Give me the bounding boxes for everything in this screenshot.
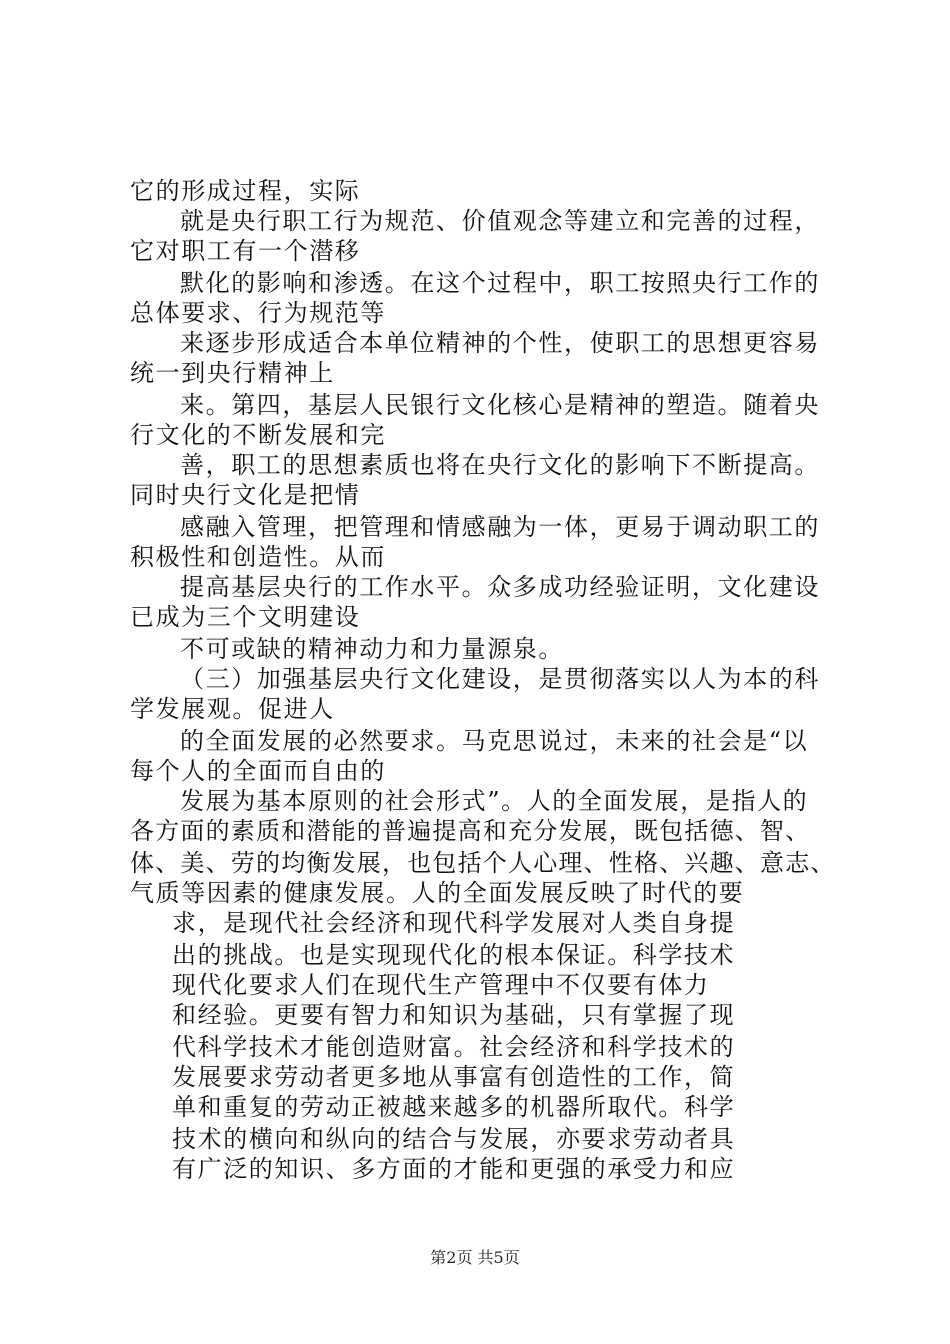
text-line: 行文化的不断发展和完 [130,421,386,449]
text-line: 总体要求、行为规范等 [130,299,386,327]
text-line: 现代化要求人们在现代生产管理中不仅要有体力 [172,971,710,999]
text-line: 感融入管理，把管理和情感融为一体，更易于调动职工的 [180,513,820,541]
text-line: （三）加强基层央行文化建设，是贯彻落实以人为本的科 [180,665,820,693]
text-line: 它的形成过程，实际 [130,177,361,205]
text-line: 它对职工有一个潜移 [130,237,361,265]
text-line: 单和重复的劳动正被越来越多的机器所取代。科学 [172,1093,736,1121]
text-line: 出的挑战。也是实现现代化的根本保证。科学技术 [172,941,736,969]
text-line: 的全面发展的必然要求。马克思说过，未来的社会是“以 [180,727,809,755]
text-line: 提高基层央行的工作水平。众多成功经验证明，文化建设 [180,573,820,601]
text-line: 发展要求劳动者更多地从事富有创造性的工作，简 [172,1063,736,1091]
text-line: 发展为基本原则的社会形式”。人的全面发展，是指人的 [180,787,809,815]
text-line: 学发展观。促进人 [130,695,335,723]
text-line: 技术的横向和纵向的结合与发展，亦要求劳动者具 [172,1125,736,1153]
text-line: 和经验。更要有智力和知识为基础，只有掌握了现 [172,1001,736,1029]
text-line: 各方面的素质和潜能的普遍提高和充分发展，既包括德、智、 [130,817,811,845]
text-line: 善，职工的思想素质也将在央行文化的影响下不断提高。 [180,451,820,479]
text-line: 来。第四，基层人民银行文化核心是精神的塑造。随着央 [180,391,820,419]
text-line: 积极性和创造性。从而 [130,543,386,571]
text-line: 来逐步形成适合本单位精神的个性，使职工的思想更容易 [180,329,820,357]
text-line: 每个人的全面而自由的 [130,757,386,785]
text-line: 有广泛的知识、多方面的才能和更强的承受力和应 [172,1155,736,1183]
text-line: 求，是现代社会经济和现代科学发展对人类自身提 [172,909,736,937]
text-line: 默化的影响和渗透。在这个过程中，职工按照央行工作的 [180,269,820,297]
text-line: 气质等因素的健康发展。人的全面发展反映了时代的要 [130,879,745,907]
text-line: 代科学技术才能创造财富。社会经济和科学技术的 [172,1033,736,1061]
text-line: 已成为三个文明建设 [130,603,361,631]
text-line: 同时央行文化是把情 [130,481,361,509]
text-line: 就是央行职工行为规范、价值观念等建立和完善的过程， [180,207,820,235]
text-line: 统一到央行精神上 [130,359,335,387]
text-line: 体、美、劳的均衡发展，也包括个人心理、性格、兴趣、意志、 [130,849,836,877]
text-line: 不可或缺的精神动力和力量源泉。 [180,635,564,663]
page-number-footer: 第2页 共5页 [430,1248,520,1267]
